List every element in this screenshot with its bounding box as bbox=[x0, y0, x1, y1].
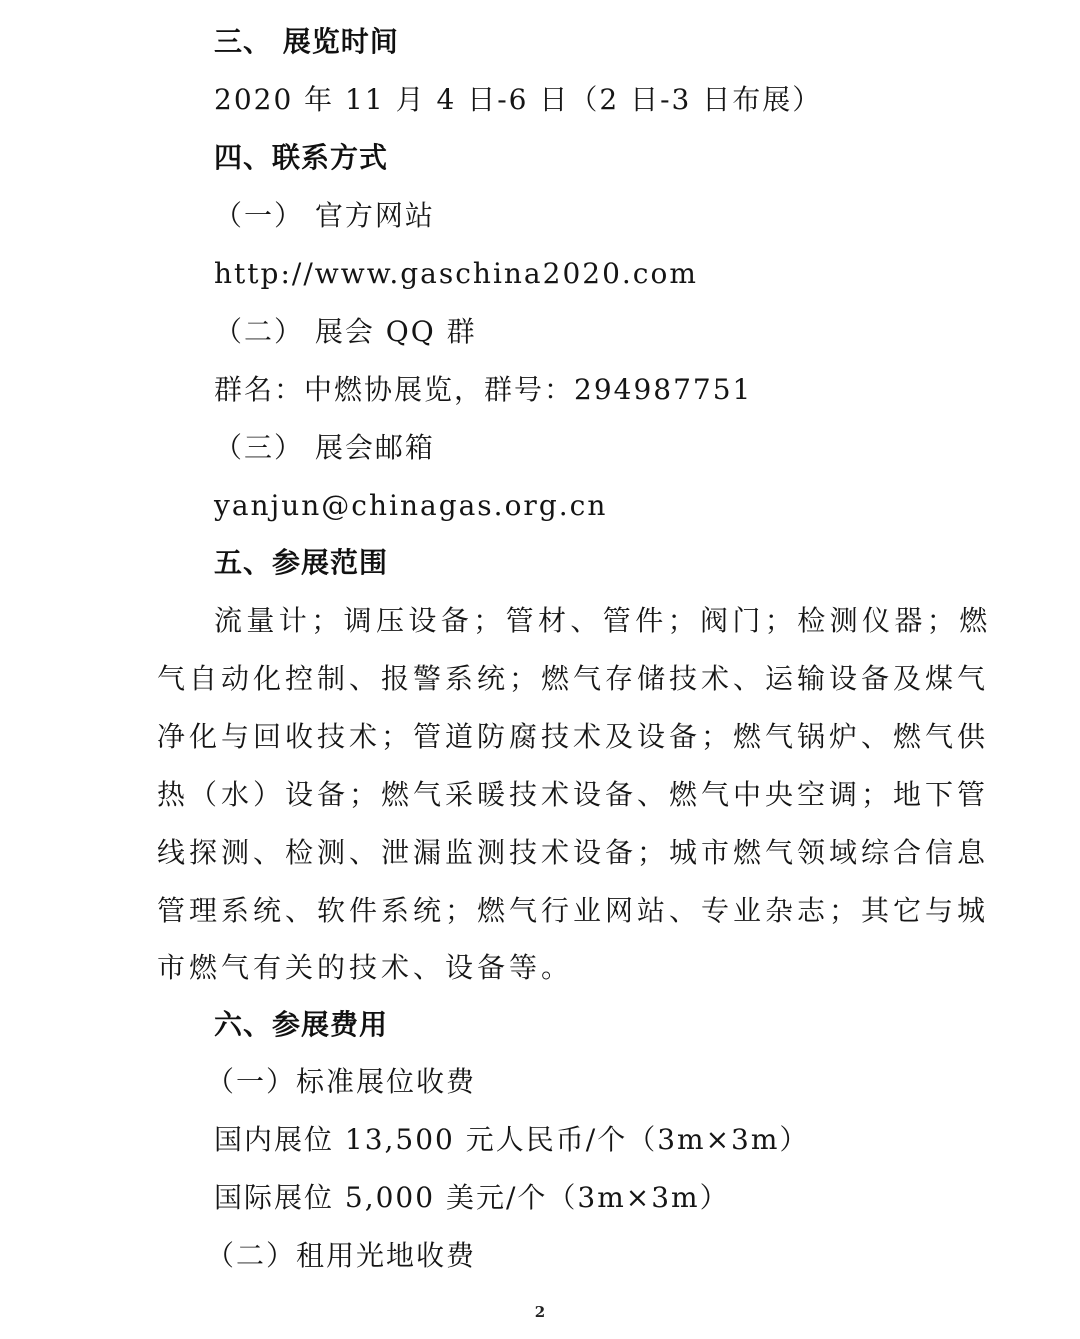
exhibition-dates: 2020 年 11 月 4 日-6 日（2 日-3 日布展） bbox=[214, 83, 823, 116]
section-3-heading: 三、 展览时间 bbox=[214, 25, 399, 58]
scope-line: 管理系统、软件系统；燃气行业网站、专业杂志；其它与城 bbox=[157, 894, 990, 927]
scope-line: 流量计；调压设备；管材、管件；阀门；检测仪器；燃 bbox=[214, 604, 992, 637]
website-label: （一） 官方网站 bbox=[214, 199, 435, 232]
standard-booth-label: （一）标准展位收费 bbox=[206, 1065, 477, 1098]
scope-line: 气自动化控制、报警系统；燃气存储技术、运输设备及煤气 bbox=[157, 662, 990, 695]
qq-group-label: （二） 展会 QQ 群 bbox=[214, 315, 477, 348]
scope-line: 净化与回收技术；管道防腐技术及设备；燃气锅炉、燃气供 bbox=[157, 720, 990, 753]
section-4-heading: 四、联系方式 bbox=[214, 141, 389, 174]
qq-group-info: 群名：中燃协展览，群号：294987751 bbox=[214, 373, 753, 406]
scope-line: 市燃气有关的技术、设备等。 bbox=[157, 951, 574, 984]
raw-space-label: （二）租用光地收费 bbox=[206, 1239, 477, 1272]
page-number: 2 bbox=[534, 1303, 546, 1321]
section-5-heading: 五、参展范围 bbox=[214, 546, 389, 579]
scope-line: 线探测、检测、泄漏监测技术设备；城市燃气领域综合信息 bbox=[157, 836, 990, 869]
international-booth-price: 国际展位 5,000 美元/个（3m×3m） bbox=[214, 1181, 730, 1214]
email-label: （三） 展会邮箱 bbox=[214, 431, 435, 464]
section-6-heading: 六、参展费用 bbox=[214, 1008, 389, 1041]
scope-line: 热（水）设备；燃气采暖技术设备、燃气中央空调；地下管 bbox=[157, 778, 990, 811]
website-url[interactable]: http://www.gaschina2020.com bbox=[214, 257, 698, 290]
domestic-booth-price: 国内展位 13,500 元人民币/个（3m×3m） bbox=[214, 1123, 810, 1156]
email-address[interactable]: yanjun@chinagas.org.cn bbox=[214, 489, 608, 522]
